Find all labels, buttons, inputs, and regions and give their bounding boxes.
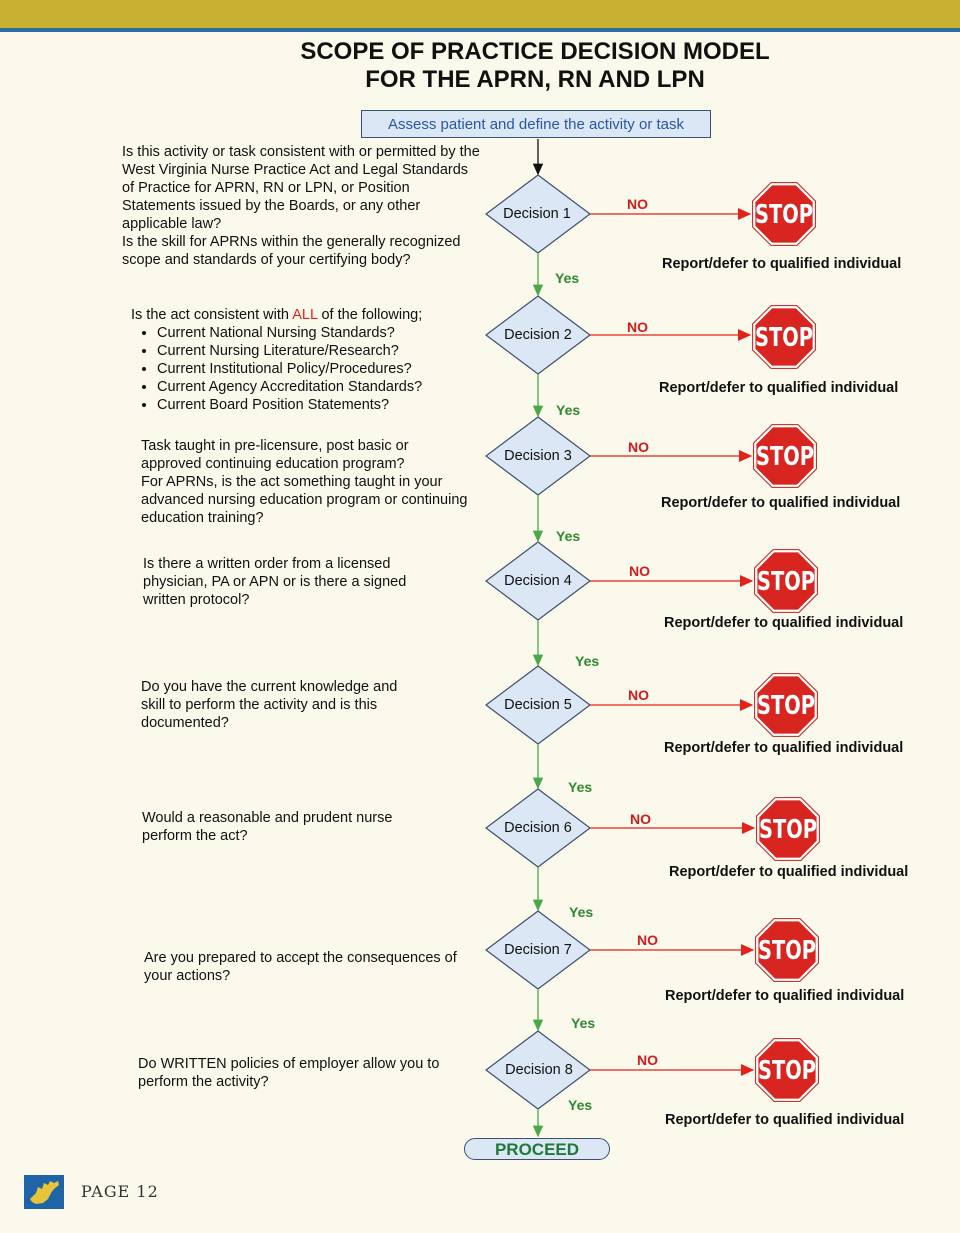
no-label-2: NO [627,319,648,335]
decision-5-label: Decision 5 [504,697,572,713]
question-5: Do you have the current knowledge and skill to perform the activity and is this documented? [141,679,398,731]
yes-label-4: Yes [575,653,600,669]
no-label-6: NO [630,811,651,827]
page-title-line-1: SCOPE OF PRACTICE DECISION MODEL [300,38,770,65]
yes-label-2: Yes [556,402,581,418]
yes-label-3: Yes [556,528,581,544]
question-2-item: • Current Institutional Policy/Procedures? [157,360,491,378]
stop-sign-text: STOP [756,442,814,472]
question-3: Task taught in pre-licensure, post basic or approved continuing education program? For APRNs, is the act something taught in your advanced nursing education program or continuing education training? [141,438,468,526]
question-1: Is this activity or task consistent with or permitted by the West Virginia Nurse Practice Act and Legal Standards of Practice for APRN, RN or LPN, or Position Statements issued by the Boards, or any other applicable law? Is the skill for APRNs within the generally recognized scope and standards of your certifying body? [122,144,480,268]
stop-sign-text: STOP [757,567,815,597]
yes-label-8: Yes [568,1097,593,1113]
question-2-item: • Current Board Position Statements? [157,396,491,414]
report-label-2: Report/defer to qualified individual [659,380,899,396]
yes-label-6: Yes [569,904,594,920]
page-title-line-2: FOR THE APRN, RN AND LPN [365,66,705,93]
question-2-post: of the following; [317,307,423,323]
report-label-7: Report/defer to qualified individual [665,988,905,1004]
decision-4-label: Decision 4 [504,573,572,589]
decision-6-label: Decision 6 [504,820,572,836]
yes-label-1: Yes [555,270,580,286]
report-label-6: Report/defer to qualified individual [669,864,909,880]
no-label-5: NO [628,687,649,703]
no-label-7: NO [637,932,658,948]
assess-box: Assess patient and define the activity or task [361,110,711,138]
proceed-box: PROCEED [464,1138,610,1160]
decision-1-label: Decision 1 [503,206,571,222]
report-label-8: Report/defer to qualified individual [665,1112,905,1128]
question-2-pre: Is the act consistent with [131,307,293,323]
report-label-3: Report/defer to qualified individual [661,495,901,511]
no-label-1: NO [627,196,648,212]
stop-sign-text: STOP [758,1056,816,1086]
question-2-emph: ALL [292,307,318,323]
wv-state-logo [24,1175,64,1209]
stop-sign-text: STOP [758,936,816,966]
no-label-4: NO [629,563,650,579]
question-2-item: • Current Nursing Literature/Research? [157,342,491,360]
question-8: Do WRITTEN policies of employer allow you to perform the activity? [138,1056,440,1090]
report-label-4: Report/defer to qualified individual [664,615,904,631]
decision-8-label: Decision 8 [505,1062,573,1078]
question-2-item: • Current Agency Accreditation Standards? [157,378,491,396]
yes-label-5: Yes [568,779,593,795]
yes-label-7: Yes [571,1015,596,1031]
report-label-1: Report/defer to qualified individual [662,256,902,272]
decision-7-label: Decision 7 [504,942,572,958]
question-4: Is there a written order from a licensed physician, PA or APN or is there a signed written protocol? [143,556,407,608]
no-label-8: NO [637,1052,658,1068]
question-7: Are you prepared to accept the consequences of your actions? [144,950,457,984]
report-label-5: Report/defer to qualified individual [664,740,904,756]
decision-2-label: Decision 2 [504,327,572,343]
question-2-item: • Current National Nursing Standards? [157,324,491,342]
page-number: PAGE 12 [81,1182,159,1201]
question-6: Would a reasonable and prudent nurse perform the act? [142,810,393,844]
stop-sign-text: STOP [755,200,813,230]
stop-sign-text: STOP [759,815,817,845]
decision-3-label: Decision 3 [504,448,572,464]
no-label-3: NO [628,439,649,455]
wv-state-shape-icon [24,1175,64,1209]
stop-sign-text: STOP [755,323,813,353]
stop-sign-text: STOP [757,691,815,721]
